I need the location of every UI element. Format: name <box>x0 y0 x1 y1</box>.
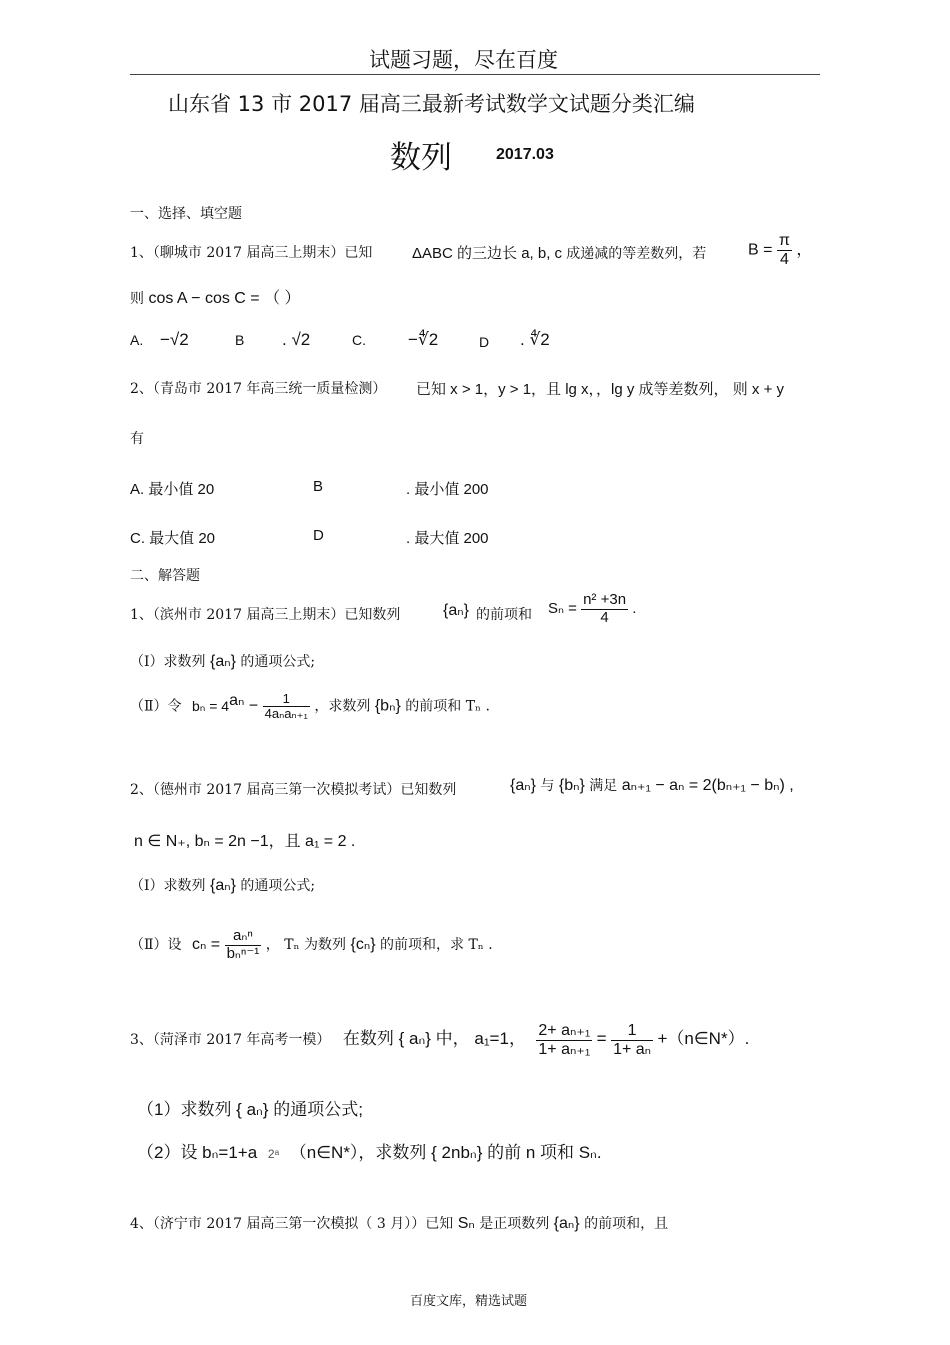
question-1-line-2 <box>130 285 301 308</box>
problem-2-part-i <box>130 875 315 895</box>
problem-1-sequence: {aₙ} <box>443 602 469 619</box>
part-text: ，求数列 <box>314 698 371 715</box>
part-text-end: 的前项和 Tₙ . <box>405 698 490 715</box>
frac-num: π <box>778 232 790 249</box>
fraction-right <box>611 1022 653 1058</box>
q1-option-d-label: D <box>479 334 490 350</box>
sequence-b: {bₙ} <box>558 777 585 794</box>
q2-option-a: A. 最小值 20 <box>130 481 215 498</box>
then-text: 则 <box>130 291 144 307</box>
question-1-line-1 <box>130 242 372 262</box>
comma: ， <box>796 241 813 259</box>
q2-option-c: C. 最大值 20 <box>130 530 216 547</box>
section-heading-choice: 一、选择、填空题 <box>130 206 242 222</box>
problem-text: 在数列 { aₙ} 中， a₁=1， <box>342 1029 526 1049</box>
sequence-a: {aₙ} <box>510 777 536 794</box>
part-text-end: （n∈N*），求数列 { 2nbₙ} 的前 n 项和 Sₙ. <box>289 1143 602 1162</box>
question-1-prefix: 1、（聊城市 2017 届高三上期末）已知 <box>130 245 373 261</box>
problem-end: 的前项和，且 <box>584 1216 669 1232</box>
subject-title: 数列 <box>390 140 452 176</box>
site-title: 试题习题，尽在百度 <box>369 48 558 72</box>
bn-def: bₙ = 4 <box>191 697 230 714</box>
part-label: （Ⅱ）设 <box>130 937 182 953</box>
recurrence: aₙ₊₁ − aₙ = 2(bₙ₊₁ − bₙ) , <box>621 777 794 794</box>
frac-num: n² +3n <box>583 591 627 608</box>
q1-option-d-value: . ∜2 <box>520 330 550 349</box>
sn-label: Sₙ = <box>548 599 577 617</box>
sn-fraction <box>581 592 628 626</box>
condition: +（n∈N*）. <box>657 1029 750 1049</box>
problem-3-part-2 <box>137 1138 602 1163</box>
frac-den: 4 <box>600 608 609 626</box>
frac-num: aₙⁿ <box>225 928 262 946</box>
q1-option-c-label: C. <box>352 332 366 348</box>
problem-1-part-ii <box>130 690 490 721</box>
problem-1-mid: 的前项和 <box>476 607 532 623</box>
problem-prefix: 4、（济宁市 2017 届高三第一次模拟（ 3 月））已知 <box>130 1216 454 1232</box>
part-label: （Ⅰ）求数列 <box>130 654 206 670</box>
frac-num: 1 <box>611 1022 653 1041</box>
q2-option-b-label: B <box>313 478 324 495</box>
problem-2-prefix: 2、（德州市 2017 届高三第一次模拟考试）已知数列 <box>130 782 457 798</box>
q1-option-a-value: −√2 <box>160 330 189 349</box>
exponent: aₙ <box>229 692 245 709</box>
problem-1-prefix: 1、（滨州市 2017 届高三上期末）已知数列 <box>130 607 401 623</box>
part-label: （Ⅰ）求数列 <box>130 878 206 894</box>
q2-option-d-label: D <box>313 527 324 544</box>
with-text: 与 <box>540 778 555 794</box>
triangle-abc <box>412 242 706 263</box>
frac-num: 1 <box>263 692 310 707</box>
pi-over-4 <box>777 232 792 268</box>
q2-option-d-value: . 最大值 200 <box>406 530 489 547</box>
part-text: ， Tₙ 为数列 <box>265 937 347 953</box>
q1-option-c-value: −∜2 <box>408 330 439 349</box>
sequence: {aₙ} <box>209 653 236 670</box>
document-date: 2017.03 <box>496 146 554 163</box>
sequence: {bₙ} <box>374 697 401 715</box>
equals: = <box>596 1029 607 1049</box>
frac-den: bₙⁿ⁻¹ <box>226 944 260 962</box>
problem-3-part-1: （1）求数列 { aₙ} 的通项公式; <box>137 1100 363 1119</box>
minus: − <box>248 697 259 715</box>
q1-option-b-label: B <box>235 332 245 348</box>
part-label: （Ⅱ）令 <box>130 698 182 715</box>
document-title: 山东省 13 市 2017 届高三最新考试数学文试题分类汇编 <box>168 92 695 116</box>
problem-3-line-1 <box>130 1022 749 1058</box>
header-divider <box>130 74 820 75</box>
cn-def: cₙ = <box>191 936 221 953</box>
frac-den: 4aₙaₙ₊₁ <box>264 706 308 722</box>
problem-2-line-1 <box>510 775 794 795</box>
problem-prefix: 3、（菏泽市 2017 年高考一模） <box>130 1032 331 1049</box>
exponent-image: 2ᵃ <box>267 1147 280 1161</box>
q2-option-b-value: . 最小值 200 <box>406 481 489 498</box>
q1-option-a-label: A. <box>130 332 144 348</box>
q1-option-b-value: . √2 <box>282 330 311 349</box>
problem-4-line-1 <box>130 1213 668 1233</box>
page-footer: 百度文库，精选试题 <box>410 1294 528 1309</box>
frac-den: 1+ aₙ₊₁ <box>538 1040 591 1058</box>
frac-num: 2+ aₙ₊₁ <box>538 1022 591 1039</box>
problem-mid: 是正项数列 <box>479 1216 550 1232</box>
problem-2-line-2: n ∈ N₊, bₙ = 2n −1，且 a₁ = 2 . <box>134 833 356 850</box>
problem-1-sn <box>548 592 636 626</box>
angle-b-equation <box>748 232 812 268</box>
part-text: 的通项公式; <box>240 878 316 894</box>
angle-b-label: B = <box>748 241 773 259</box>
satisfy-text: 满足 <box>589 778 618 794</box>
part-text: 的通项公式; <box>240 654 316 670</box>
bn-fraction <box>263 692 310 722</box>
fraction-left <box>536 1022 592 1058</box>
abc-vars: a, b, c <box>521 245 563 262</box>
sequence: {aₙ} <box>209 877 236 894</box>
question-1-mid: 成递减的等差数列，若 <box>566 246 707 262</box>
sequence: {cₙ} <box>350 936 376 953</box>
period: . <box>632 599 637 617</box>
section-heading-answer: 二、解答题 <box>130 568 200 584</box>
part-text: （2）设 bₙ=1+a <box>137 1143 258 1162</box>
cn-fraction <box>225 928 262 962</box>
problem-2-part-ii <box>130 928 493 962</box>
frac-den: 1+ aₙ <box>613 1040 652 1058</box>
problem-1-part-i <box>130 651 315 671</box>
question-2-line-2: 有 <box>130 431 144 447</box>
sequence: {aₙ} <box>553 1215 580 1232</box>
cos-expression: cos A − cos C <box>148 290 246 307</box>
part-text-end: 的前项和，求 Tₙ . <box>380 937 493 953</box>
triangle-text: ΔABC 的三边长 <box>412 245 518 262</box>
frac-den: 4 <box>779 250 789 268</box>
answer-blank: = （ ） <box>250 290 301 307</box>
question-2-text: 已知 x > 1，y > 1，且 lg x，，lg y 成等差数列， 则 x + y <box>416 381 784 398</box>
sn-var: Sₙ <box>457 1215 475 1232</box>
question-2-prefix: 2、（青岛市 2017 年高三统一质量检测） <box>130 381 387 397</box>
